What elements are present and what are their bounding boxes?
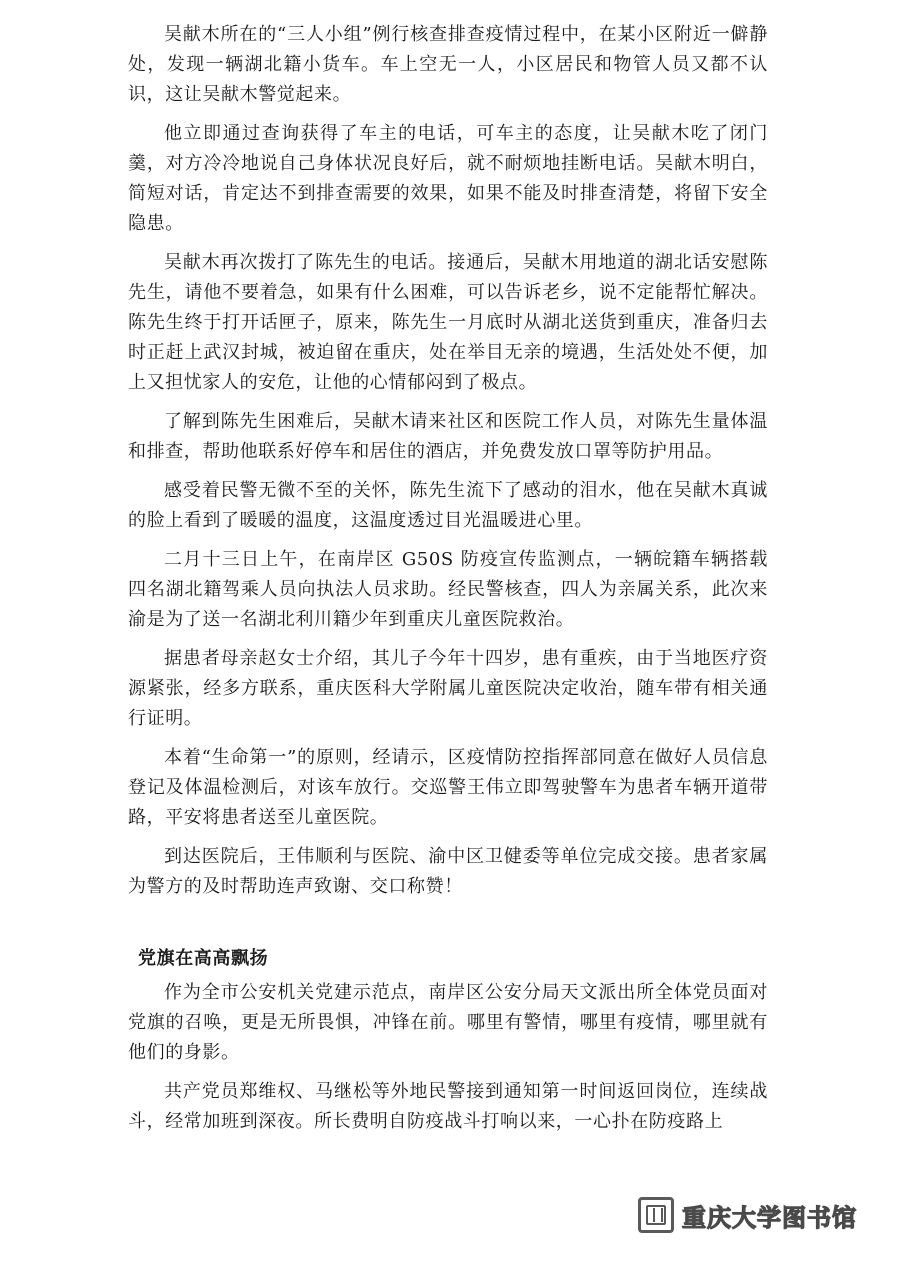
body-paragraph: 本着“生命第一”的原则，经请示，区疫情防控指挥部同意在做好人员信息登记及体温检测后，对该车放行。交巡警王伟立即驾驶警车为患者车辆开道带路，平安将患者送至儿童医院。 <box>128 747 768 828</box>
body-paragraph: 吴献木所在的“三人小组”例行核查排查疫情过程中，在某小区附近一僻静处，发现一辆湖北籍小货车。车上空无一人，小区居民和物管人员又都不认识，这让吴献木警觉起来。 <box>128 24 768 105</box>
body-paragraph: 感受着民警无微不至的关怀，陈先生流下了感动的泪水，他在吴献木真诚的脸上看到了暖暖的温度，这温度透过目光温暖进心里。 <box>128 480 768 531</box>
body-paragraph: 二月十三日上午，在南岸区 G50S 防疫宣传监测点，一辆皖籍车辆搭载四名湖北籍驾乘人员向执法人员求助。经民警核查，四人为亲属关系，此次来渝是为了送一名湖北利川籍少年到重庆儿童医院救治。 <box>128 549 768 630</box>
watermark-text: 重庆大学图书馆 <box>682 1203 857 1232</box>
body-paragraph: 到达医院后，王伟顺利与医院、渝中区卫健委等单位完成交接。患者家属为警方的及时帮助连声致谢、交口称赞！ <box>128 846 768 897</box>
body-paragraph: 据患者母亲赵女士介绍，其儿子今年十四岁，患有重疾，由于当地医疗资源紧张，经多方联系，重庆医科大学附属儿童医院决定收治，随车带有相关通行证明。 <box>128 648 768 729</box>
body-paragraph: 他立即通过查询获得了车主的电话，可车主的态度，让吴献木吃了闭门羹，对方冷冷地说自己身体状况良好后，就不耐烦地挂断电话。吴献木明白，简短对话，肯定达不到排查需要的效果，如果不能及时排查清楚，将留下安全隐患。 <box>128 123 768 234</box>
body-paragraph: 吴献木再次拨打了陈先生的电话。接通后，吴献木用地道的湖北话安慰陈先生，请他不要着急，如果有什么困难，可以告诉老乡，说不定能帮忙解决。陈先生终于打开话匣子，原来，陈先生一月底时从湖北送货到重庆，准备归去时正赶上武汉封城，被迫留在重庆，处在举目无亲的境遇，生活处处不便，加上又担忧家人的安危，让他的心情郁闷到了极点。 <box>128 252 768 393</box>
library-watermark <box>638 1195 857 1235</box>
body-paragraph: 了解到陈先生困难后，吴献木请来社区和医院工作人员，对陈先生量体温和排查，帮助他联系好停车和居住的酒店，并免费发放口罩等防护用品。 <box>128 411 768 462</box>
body-paragraph: 作为全市公安机关党建示范点，南岸区公安分局天文派出所全体党员面对党旗的召唤，更是无所畏惧，冲锋在前。哪里有警情，哪里有疫情，哪里就有他们的身影。 <box>128 982 768 1063</box>
section-heading: 党旗在高高飘扬 <box>138 948 269 969</box>
document-page <box>128 20 768 1146</box>
library-seal-icon <box>638 1197 674 1233</box>
body-paragraph: 共产党员郑维权、马继松等外地民警接到通知第一时间返回岗位，连续战斗，经常加班到深夜。所长费明自防疫战斗打响以来，一心扑在防疫路上 <box>128 1081 768 1132</box>
